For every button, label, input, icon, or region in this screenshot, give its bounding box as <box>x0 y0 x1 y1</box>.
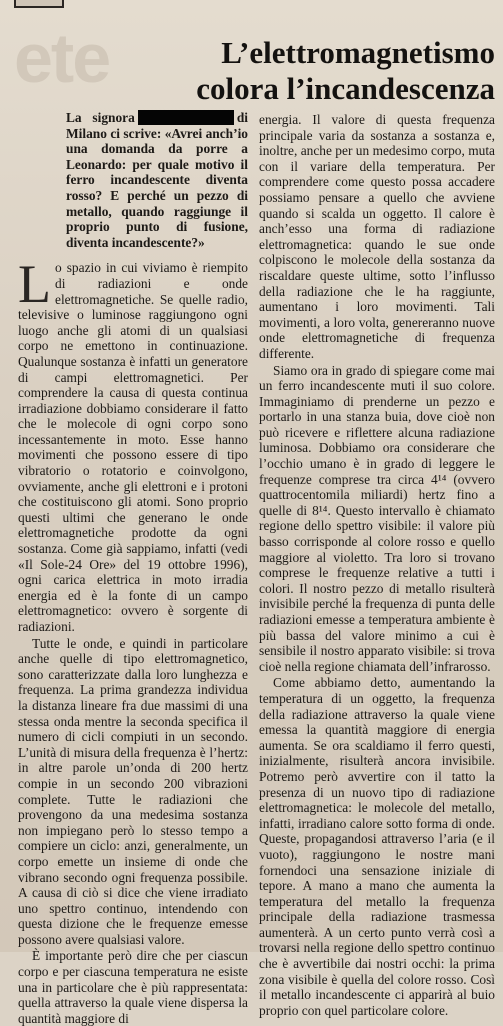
paragraph: Come abbiamo detto, aumentando la temperatura di un oggetto, la frequenza della radiazione attraverso la quale viene emessa la quantità maggiore di energia aumenta. Se ora scaldiamo il ferro questi, inizialmente, risulterà ancora invisibile. Potremo però avvertire con il tatto la presenza di un nuovo tipo di radiazione elettromagnetica: le molecole del metallo, infatti, irradiano calore sotto forma di onde. Queste, propagandosi attraverso l’aria (e il vuoto), raggiungono le nostre mani fornendoci una sensazione iniziale di tepore. A mano a mano che aumenta la temperatura del metallo la frequenza principale della radiazione trasmessa aumenterà. A un certo punto verrà così a trovarsi nella regione dello spettro continuo che è avvertibile dai nostri occhi: la prima zona visibile è quella del colore rosso. Così il metallo incandescente ci apparirà al buio proprio con quel particolare colore. <box>259 675 495 1018</box>
right-column <box>259 112 495 1018</box>
decorative-frame <box>14 0 64 8</box>
redaction-bar <box>138 110 234 125</box>
reader-letter <box>66 110 248 250</box>
paragraph: energia. Il valore di questa frequenza principale varia da sostanza a sostanza e, inoltre, anche per un medesimo corpo, muta con il variare della temperatura. Per comprendere come questo possa accadere possiamo pensare a quello che avviene quando si scalda un oggetto. Il calore è anch’esso una forma di radiazione elettromagnetica: quando le sue onde colpiscono le molecole della sostanza da riscaldare queste ultime, sotto l’influsso della radiazione che le ha raggiunte, aumentano i loro movimenti. Tali movimenti, a loro volta, genereranno nuove onde elettromagnetiche di frequenza differente. <box>259 112 495 361</box>
lead-before: La signora <box>66 110 135 125</box>
left-column <box>18 110 248 1026</box>
headline-line-1: L’elettromagnetismo <box>221 34 495 70</box>
paragraph-text: o spazio in cui viviamo è riempito di radiazioni e onde elettromagnetiche. Se quelle radio, televisive o luminose raggiungono ogni luogo anche gli atomi di un qualsiasi corpo ne emettono in continuazione. Qualunque sostanza è infatti un generatore di campi elettromagnetici. Per comprendere la causa di questa continua irradiazione dobbiamo considerare il fatto che le molecole di ogni corpo sono incessantemente in moto. Esse hanno movimenti che possono essere di tipo vibratorio o rotatorio e coinvolgono, ovviamente, anche gli elettroni e i protoni che costituiscono gli atomi. Sono proprio questi ultimi che generano le onde elettromagnetiche prodotte da ogni sostanza. Come già sappiamo, infatti (vedi «Il Sole-24 Ore» del 19 ottobre 1996), ogni carica elettrica in moto irradia energia ed è la fonte di un campo elettromagnetico: ovvero è sorgente di radiazioni. <box>18 260 248 634</box>
lead-after: di Milano ci scrive: «Avrei anch’io una domanda da porre a Leonardo: per quale motivo il ferro incandescente diventa rosso? E perché un pezzo di metallo, quando raggiunge il proprio punto di fusione, diventa incandescente?» <box>66 110 248 250</box>
background-ghost-text: ete <box>14 19 110 97</box>
drop-cap: L <box>18 254 51 315</box>
paragraph: Tutte le onde, e quindi in particolare anche quelle di tipo elettromagnetico, sono caratterizzate dalla loro lunghezza e frequenza. La prima grandezza individua la distanza lineare fra due massimi di una stessa onda mentre la seconda specifica il numero di cicli compiuti in un secondo. L’unità di misura della frequenza è l’hertz: in altre parole un’onda di 200 hertz compie in un secondo 200 vibrazioni complete. Tutte le radiazioni che provengono da una medesima sostanza non impiegano però lo stesso tempo a compiere un ciclo: anzi, generalmente, un corpo emette un insieme di onde che vibrano secondo ogni frequenza possibile. A causa di ciò si dice che viene irradiato uno spettro continuo, intendendo con questa dizione che le frequenze emesse possono avere qualsiasi valore. <box>18 635 248 947</box>
headline-line-2: colora l’incandescenza <box>196 70 495 106</box>
paragraph: Siamo ora in grado di spiegare come mai un ferro incandescente muti il suo colore. Immaginiamo di prenderne un pezzo e portarlo in una stanza buia, dove cioè non può ricevere e riflettere alcuna radiazione luminosa. Dobbiamo ora considerare che l’occhio umano è in grado di leggere le frequenze comprese tra circa 4¹⁴ (ovvero quattrocentomila miliardi) hertz fino a quelle di 8¹⁴. Questo intervallo è chiamato regione dello spettro visibile: il valore più basso corrisponde al colore rosso e quello maggiore al violetto. Tra loro si trovano comprese le frequenze relative a tutti i colori. Il nostro pezzo di metallo risulterà invisibile perché la frequenza di punta delle radiazioni emesse a temperatura ambiente è più bassa del valore minimo a cui è sensibile il nostro apparato visibile: si trova cioè nella regione chiamata dell’infrarosso. <box>259 362 495 674</box>
article-headline <box>150 35 495 107</box>
paragraph: È importante però dire che per ciascun corpo e per ciascuna temperatura ne esiste una in particolare che è più rappresentata: quella attraverso la quale viene dispersa la quantità maggiore di <box>18 948 248 1026</box>
paragraph <box>18 254 248 634</box>
